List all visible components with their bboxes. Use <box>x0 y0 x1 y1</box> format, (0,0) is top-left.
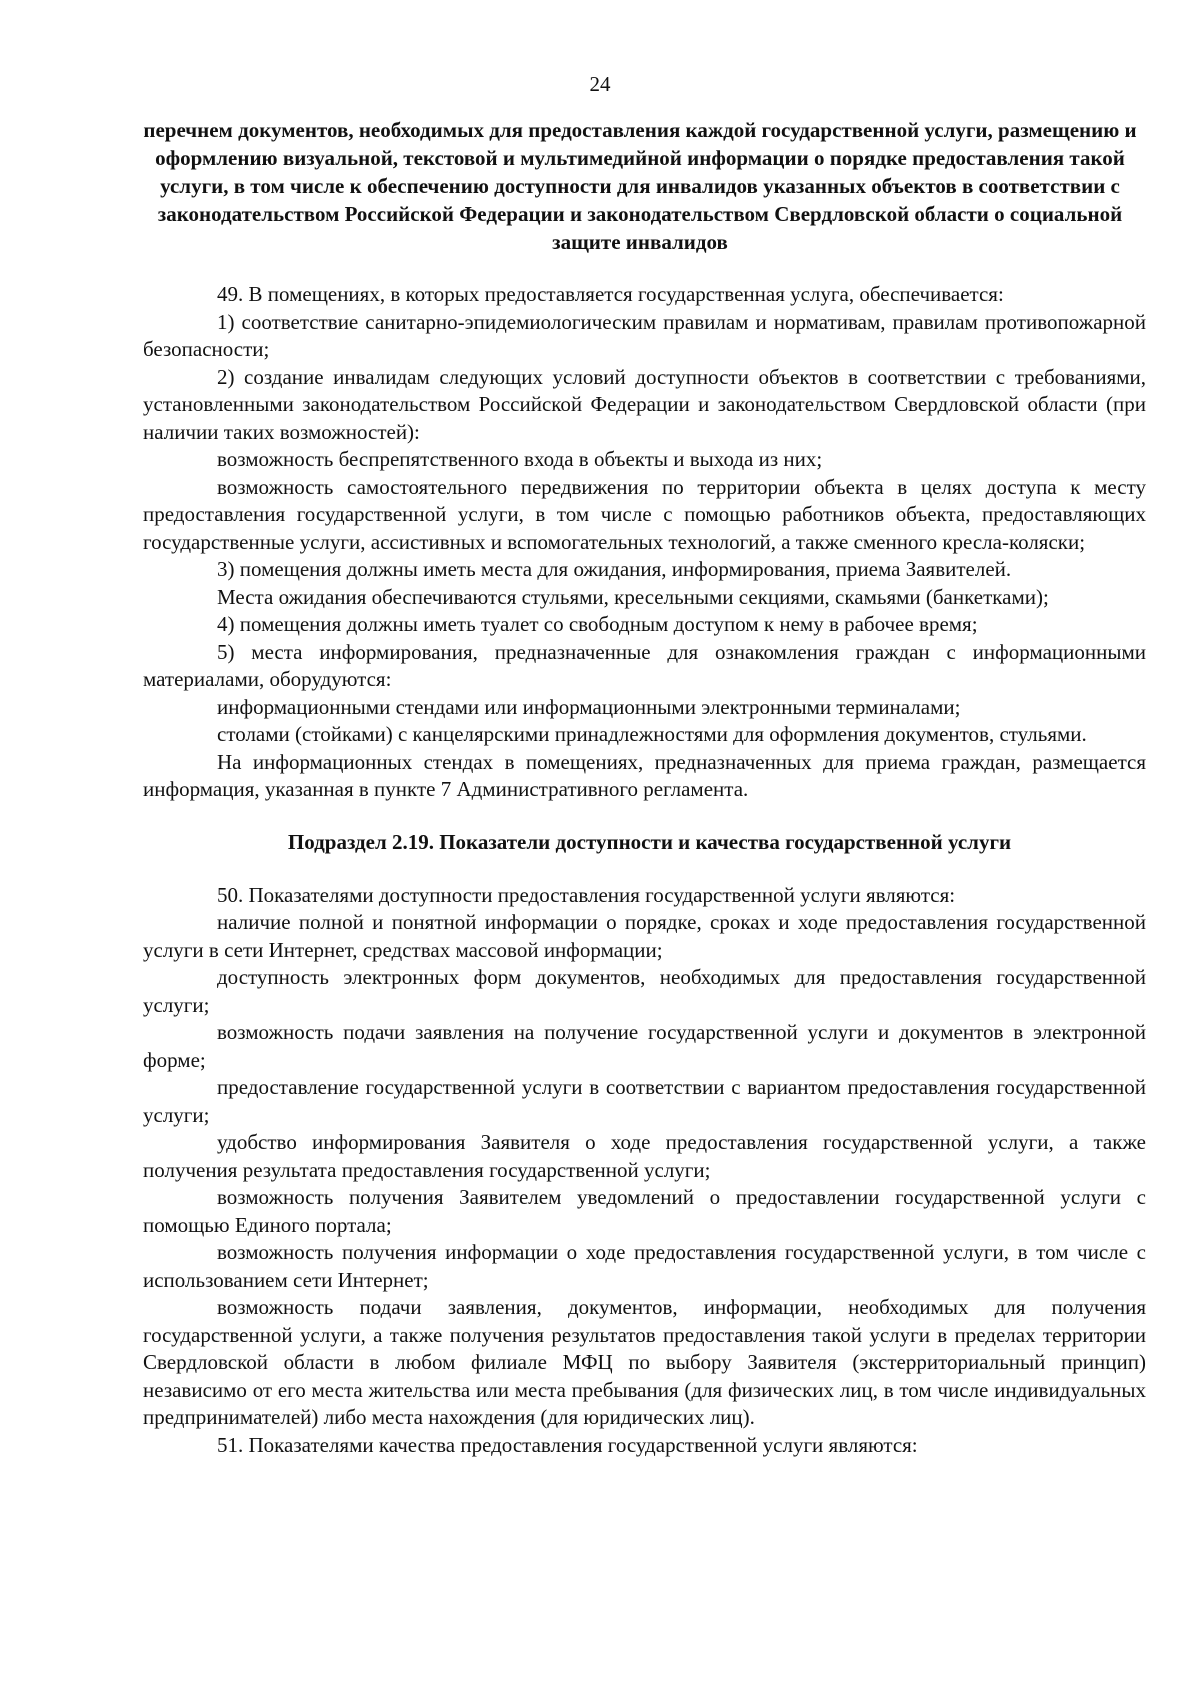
paragraph: информационными стендами или информационными электронными терминалами; <box>217 694 961 719</box>
paragraph: возможность получения информации о ходе предоставления государственной услуги, в том числе с использованием сети Интернет; <box>143 1240 1146 1292</box>
paragraph: 4) помещения должны иметь туалет со свободным доступом к нему в рабочее время; <box>217 612 978 636</box>
section-49-text <box>143 281 1146 804</box>
page-number: 24 <box>589 72 611 96</box>
paragraph: 3) помещения должны иметь места для ожидания, информирования, приема Заявителей. <box>217 557 1012 581</box>
paragraph: 51. Показателями качества предоставления государственной услуги являются: <box>217 1432 918 1457</box>
paragraph: Места ожидания обеспечиваются стульями, кресельными секциями, скамьями (банкетками); <box>217 584 1049 609</box>
paragraph: На информационных стендах в помещениях, предназначенных для приема граждан, размещается информация, указанная в пункте 7 Административного регламента. <box>143 749 1146 801</box>
paragraph: 49. В помещениях, в которых предоставляется государственная услуга, обеспечивается: <box>217 282 1004 306</box>
section-heading: перечнем документов, необходимых для предоставления каждой государственной услуги, размещению и оформлению визуальной, текстовой и мультимедийной информации о порядке предоставления такой услуги, в том числе к обеспечению доступности для инвалидов указанных объектов в соответствии с законодательством Российской Федерации и законодательством Свердловской области о социальной защите инвалидов <box>143 118 1137 254</box>
subsection-heading: Подраздел 2.19. Показатели доступности и качества государственной услуги <box>287 829 1012 854</box>
paragraph: предоставление государственной услуги в соответствии с вариантом предоставления государственной услуги; <box>143 1075 1146 1127</box>
document-body <box>143 281 1146 1459</box>
section-50-text <box>143 882 1146 1460</box>
paragraph: возможность получения Заявителем уведомлений о предоставлении государственной услуги с помощью Единого портала; <box>143 1185 1146 1237</box>
paragraph: 1) соответствие санитарно-эпидемиологическим правилам и нормативам, правилам противопожарной безопасности; <box>143 309 1146 361</box>
paragraph: возможность подачи заявления, документов, информации, необходимых для получения государственной услуги, а также получения результатов предоставления такой услуги в пределах территории Свердловской области в любом филиале МФЦ по выбору Заявителя (экстерриториальный принцип) независимо от его места жительства или места пребывания (для физических лиц, в том числе индивидуальных предпринимателей) либо места нахождения (для юридических лиц). <box>143 1295 1146 1429</box>
paragraph: доступность электронных форм документов, необходимых для предоставления государственной услуги; <box>143 965 1146 1017</box>
paragraph: удобство информирования Заявителя о ходе предоставления государственной услуги, а также получения результата предоставления государственной услуги; <box>143 1130 1146 1182</box>
paragraph: столами (стойками) с канцелярскими принадлежностями для оформления документов, стульями. <box>217 722 1087 746</box>
paragraph: 5) места информирования, предназначенные для ознакомления граждан с информационными материалами, оборудуются: <box>143 639 1146 691</box>
paragraph: наличие полной и понятной информации о порядке, сроках и ходе предоставления государственной услуги в сети Интернет, средствах массовой информации; <box>143 910 1146 962</box>
paragraph: 50. Показателями доступности предоставления государственной услуги являются: <box>217 882 956 907</box>
paragraph: возможность беспрепятственного входа в объекты и выхода из них; <box>217 447 823 471</box>
paragraph: 2) создание инвалидам следующих условий доступности объектов в соответствии с требованиями, установленными законодательством Российской Федерации и законодательством Свердловской области (при наличии таких возможностей): <box>143 364 1146 444</box>
paragraph: возможность подачи заявления на получение государственной услуги и документов в электронной форме; <box>143 1020 1146 1072</box>
paragraph: возможность самостоятельного передвижения по территории объекта в целях доступа к месту предоставления государственной услуги, в том числе с помощью работников объекта, предоставляющих государственные услуги, ассистивных и вспомогательных технологий, а также сменного кресла-коляски; <box>143 474 1146 554</box>
